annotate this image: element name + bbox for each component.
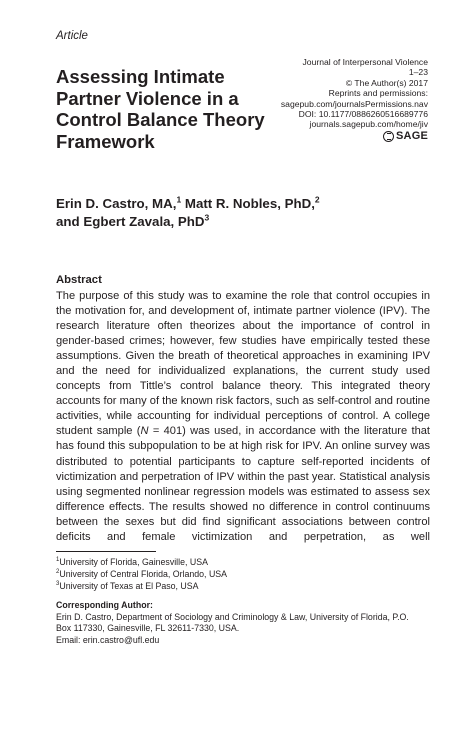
affiliation-number: 3 [56, 581, 60, 588]
abstract-text-part-2: = 401) was used, in accordance with the literature that has found this subpopulation to be at high risk for IPV. An online survey was distributed to potential participants to capture self-reported incidents of victimization and perpetration of IPV within the past year. Statistical analysis using segmented nonlinear regression models was estimated to assess sex difference effects. The results showed no difference in control continuums between the sexes but did find significant associations between control deficits and female victimization and perpetration, as well [56, 425, 430, 543]
author-castro: Erin D. Castro, MA, [56, 196, 177, 211]
sample-size-symbol: N [140, 425, 149, 438]
author-list [56, 195, 436, 231]
sage-logo-icon [383, 131, 394, 142]
corresponding-heading: Corresponding Author: [56, 600, 153, 610]
journal-link[interactable]: journals.sagepub.com/home/jiv [309, 119, 428, 130]
footnote-divider [56, 551, 156, 552]
author-zavala-affiliation: 3 [204, 212, 210, 223]
author-nobles: Matt R. Nobles, PhD, [181, 196, 315, 211]
corresponding-author [56, 600, 430, 646]
author-zavala: and Egbert Zavala, PhD [56, 214, 205, 229]
affiliation-item [56, 556, 436, 568]
paper-title: Assessing Intimate Partner Violence in a Control Balance Theory Framework [56, 66, 265, 152]
reprints-label: Reprints and permissions: [328, 88, 428, 99]
journal-name: Journal of Interpersonal Violence [302, 57, 428, 67]
affiliation-text: University of Texas at El Paso, USA [59, 581, 199, 592]
affiliation-text: University of Florida, Gainesville, USA [59, 557, 208, 567]
corresponding-address-1: Erin D. Castro, Department of Sociology and Criminology & Law, University of Florida, P.O. [56, 611, 409, 622]
doi[interactable]: DOI: 10.1177/0886260516689776 [298, 109, 428, 120]
abstract-heading: Abstract [56, 274, 102, 286]
abstract-section [56, 273, 430, 545]
affiliation-number: 2 [56, 569, 60, 576]
page-range: 1–23 [408, 67, 428, 78]
reprints-link[interactable]: sagepub.com/journalsPermissions.nav [280, 98, 428, 109]
article-type-label: Article [56, 30, 88, 42]
abstract-text [56, 289, 430, 545]
affiliation-item [56, 580, 436, 592]
author-line-1 [56, 195, 436, 213]
copyright: © The Author(s) 2017 [345, 77, 428, 88]
corresponding-address-2: Box 117330, Gainesville, FL 32611-7330, USA. [56, 623, 240, 634]
author-nobles-affiliation: 2 [314, 194, 320, 205]
sage-logo-text: SAGE [396, 130, 428, 143]
abstract-text-part-1: The purpose of this study was to examine the role that control occupies in the motivation for, and development of, intimate partner violence (IPV). The research literature often theorizes about the importance of control in gender-based crimes; however, few studies have empirically tested these assumptions. Given the breath of theoretical approaches in examining IPV and the need for individualized explanations, the current study used concepts from Tittle’s control balance theory. This integrated theory accounts for many of the known risk factors, such as self-control and routine activities, while accounting for individual perceptions of control. A college student sample ( [56, 290, 430, 438]
affiliation-list [56, 556, 436, 593]
affiliation-number: 1 [56, 557, 60, 564]
corresponding-email[interactable]: Email: erin.castro@ufl.edu [56, 634, 160, 645]
author-castro-affiliation: 1 [176, 194, 182, 205]
author-line-2 [56, 213, 436, 231]
affiliation-item [56, 568, 436, 580]
sage-logo [383, 131, 428, 142]
affiliation-text: University of Central Florida, Orlando, USA [59, 569, 228, 580]
